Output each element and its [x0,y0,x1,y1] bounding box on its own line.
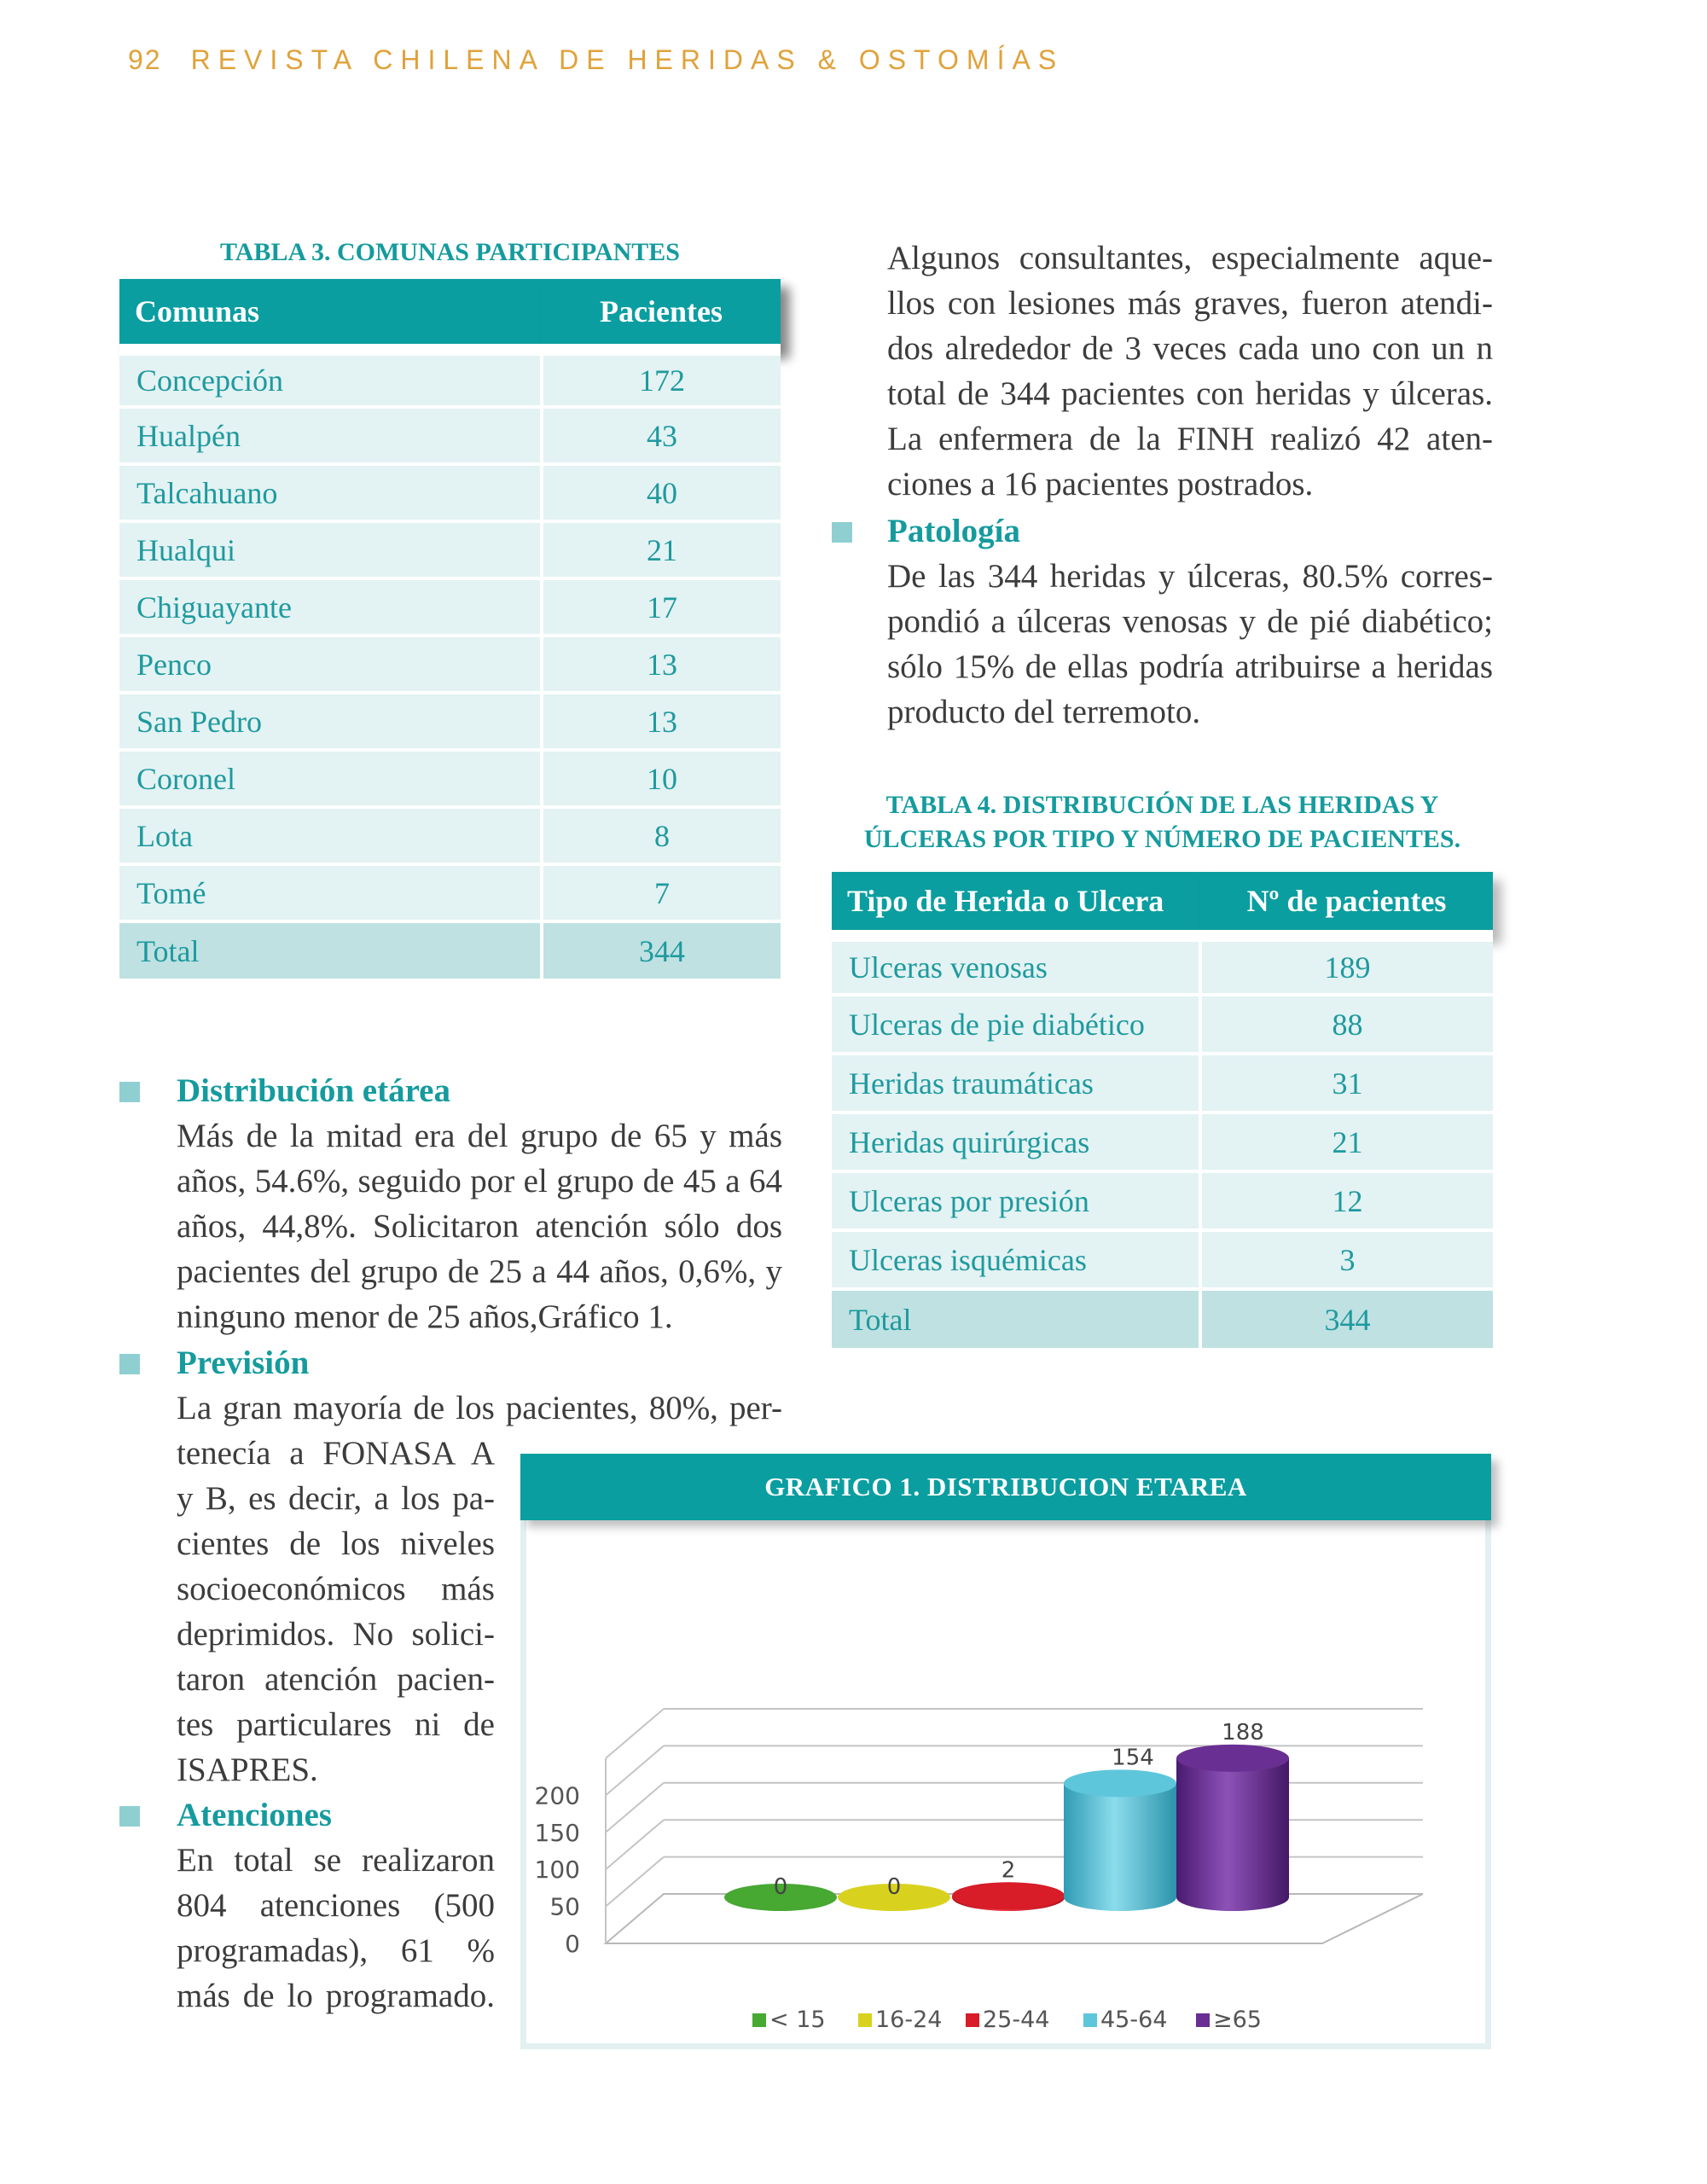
bullet-square-icon [119,1806,140,1827]
text-line: tenecía a FONASA A [177,1435,495,1472]
value-label: 2 [1001,1857,1016,1884]
patologia-paragraph [887,554,1493,735]
atenciones-paragraph [177,1838,495,2018]
tabla4-col-n: Nº de pacientes [1200,872,1493,936]
distribucion-paragraph [177,1113,782,1339]
chart-y-axis [535,1781,580,1958]
tabla3-cell-value: 10 [542,750,781,807]
bar-bottom [1064,1884,1176,1911]
tabla3-cell-label: Coronel [119,750,542,807]
tabla4-cell-value: 88 [1200,995,1493,1054]
text-line: En total se realizaron [177,1842,495,1879]
journal-title: REVISTA CHILENA DE HERIDAS & OSTOMÍAS [190,44,1065,75]
tabla3-cell-value: 21 [542,521,781,578]
tabla3-row [119,636,781,693]
y-tick-label: 50 [549,1892,580,1921]
text-line: ciones a 16 pacientes postrados. [887,466,1314,502]
tabla4-cell-value: 12 [1200,1171,1493,1230]
bullet-square-icon [832,522,852,543]
bar-top [1064,1769,1176,1797]
text-line: sólo 15% de ellas podría atribuirse a heridas [887,648,1493,685]
prevision-paragraph [177,1431,495,1792]
tabla3-row [119,521,781,578]
tabla4-row [832,995,1493,1054]
value-label: 188 [1222,1719,1264,1745]
text-line: producto del terremoto. [887,694,1201,730]
text-line: total de 344 pacientes con heridas y úlceras. [887,375,1493,412]
legend-label: 16-24 [875,2007,943,2033]
atenciones-title: Atenciones [177,1797,332,1833]
legend-swatch [1083,2013,1097,2027]
tabla3-row [119,407,781,464]
tabla4-row [832,936,1493,995]
tabla4 [832,872,1493,1348]
tabla3-cell-value: 8 [542,807,781,864]
text-line: tes particulares ni de [177,1706,495,1743]
legend-label: 25-44 [983,2007,1050,2033]
page-number: 92 [128,44,162,75]
tabla3-cell-label: Tomé [119,864,542,921]
value-label: 0 [886,1874,902,1900]
text-line: pondió a úlceras venosas y de pié diabético; [887,603,1493,640]
tabla3-row [119,750,781,807]
text-line: ninguno menor de 25 años,Gráfico 1. [177,1298,673,1335]
prevision-title: Previsión [177,1345,310,1381]
tabla3-cell-value: 40 [542,464,781,521]
legend-label: 45-64 [1100,2007,1168,2033]
tabla4-cell-value: 31 [1200,1054,1493,1112]
bar-body [1176,1758,1289,1897]
text-line: llos con lesiones más graves, fueron atendi- [887,285,1493,322]
legend-swatch [1196,2013,1210,2027]
text-line: más de lo programado. [177,1978,495,2014]
tabla4-row [832,1230,1493,1289]
chart-bars [724,1745,1289,1911]
tabla3-total-row [119,921,781,979]
bar-25-44 [952,1882,1065,1911]
tabla4-cell-label: Ulceras isquémicas [832,1230,1200,1289]
text-line: La enfermera de la FINH realizó 42 aten- [887,421,1493,457]
distribucion-title: Distribución etárea [177,1072,450,1109]
tabla4-row [832,1171,1493,1230]
tabla3-cell-label: San Pedro [119,693,542,750]
text-line: cientes de los niveles [177,1525,495,1562]
tabla4-total-value: 344 [1200,1289,1493,1348]
tabla3-cell-label: Chiguayante [119,578,542,636]
text-line: años, 54.6%, seguido por el grupo de 45 a 64 [177,1163,782,1199]
text-line: socioeconómicos más [177,1571,495,1607]
legend-label: < 15 [769,2007,826,2033]
tabla4-row [832,1054,1493,1112]
running-head [128,44,1064,76]
tabla4-row [832,1112,1493,1171]
text-line: Algunos consultantes, especialmente aque- [887,240,1493,276]
tabla3-col-comunas: Comunas [119,279,542,350]
gridline-side [606,1745,664,1795]
bullet-square-icon [119,1354,140,1374]
y-tick-label: 100 [534,1856,580,1885]
tabla3-total-label: Total [119,921,542,979]
tabla3-row [119,350,781,407]
patologia-title: Patología [887,513,1020,549]
tabla4-cell-label: Heridas quirúrgicas [832,1112,1200,1171]
text-line: y B, es decir, a los pa- [177,1480,495,1517]
tabla4-cell-label: Ulceras venosas [832,936,1200,995]
intro-paragraph [887,235,1493,507]
chart-legend [752,2007,1262,2033]
tabla3-row [119,693,781,750]
tabla3-cell-value: 13 [542,693,781,750]
tabla4-total-row [832,1289,1493,1348]
bar-45-64 [1064,1769,1176,1911]
tabla3-row [119,864,781,921]
text-line: Más de la mitad era del grupo de 65 y más [177,1118,782,1154]
tabla3-header-row [119,279,781,350]
tabla3-row [119,578,781,636]
gridline-side [606,1857,664,1907]
tabla4-total-label: Total [832,1289,1200,1348]
tabla3-cell-label: Talcahuano [119,464,542,521]
tabla3-cell-label: Concepción [119,350,542,407]
text-line: De las 344 heridas y úlceras, 80.5% corres- [887,558,1493,595]
gridline-side [606,1783,664,1833]
legend-swatch [752,2013,766,2027]
tabla3-cell-value: 13 [542,636,781,693]
text-line: 804 atenciones (500 [177,1887,495,1924]
tabla3-cell-value: 17 [542,578,781,636]
tabla3-cell-value: 172 [542,350,781,407]
tabla3-cell-label: Hualqui [119,521,542,578]
tabla4-cell-value: 3 [1200,1230,1493,1289]
tabla4-cell-label: Ulceras por presión [832,1171,1200,1230]
bar-top [952,1882,1065,1909]
legend-swatch [858,2013,872,2027]
tabla4-col-tipo: Tipo de Herida o Ulcera [832,872,1200,936]
prevision-line-full: La gran mayoría de los pacientes, 80%, per- [177,1390,782,1426]
text-line: dos alrededor de 3 veces cada uno con un n [887,330,1493,367]
text-line: programadas), 61 % [177,1932,495,1969]
age-distribution-chart [520,1520,1491,2049]
bar-body [1064,1783,1176,1897]
tabla3-caption: TABLA 3. COMUNAS PARTICIPANTES [219,238,680,266]
tabla3-row [119,464,781,521]
tabla4-caption [832,788,1493,857]
tabla4-cell-value: 21 [1200,1112,1493,1171]
value-label: 154 [1112,1745,1154,1771]
tabla3-row [119,807,781,864]
text-line: años, 44,8%. Solicitaron atención sólo dos [177,1208,782,1245]
tabla4-cell-label: Ulceras de pie diabético [832,995,1200,1054]
legend-swatch [966,2013,979,2027]
text-line: deprimidos. No solici- [177,1616,495,1653]
tabla3-cell-label: Hualpén [119,407,542,464]
tabla3-cell-label: Lota [119,807,542,864]
tabla4-header-row [832,872,1493,936]
y-tick-label: 200 [534,1781,580,1810]
bar-≥65 [1176,1745,1289,1911]
text-line: ISAPRES. [177,1751,318,1788]
legend-label: ≥65 [1213,2007,1262,2033]
tabla4-caption-line2: ÚLCERAS POR TIPO Y NÚMERO DE PACIENTES. [863,825,1461,853]
gridline-side [606,1709,664,1758]
tabla4-cell-value: 189 [1200,936,1493,995]
chart-title: GRAFICO 1. DISTRIBUCION ETAREA [520,1454,1491,1520]
text-line: pacientes del grupo de 25 a 44 años, 0,6%, y [177,1253,782,1290]
tabla3-total-value: 344 [542,921,781,979]
y-tick-label: 0 [565,1930,580,1958]
value-label: 0 [773,1874,788,1900]
bullet-square-icon [119,1082,140,1102]
tabla3-cell-label: Penco [119,636,542,693]
tabla3 [119,279,781,979]
tabla3-col-pacientes: Pacientes [542,279,781,350]
tabla4-cell-label: Heridas traumáticas [832,1054,1200,1112]
text-line: taron atención pacien- [177,1661,495,1698]
bar-top [1176,1745,1289,1772]
tabla4-caption-line1: TABLA 4. DISTRIBUCIÓN DE LAS HERIDAS Y [885,791,1439,819]
bar-bottom [1176,1884,1289,1911]
tabla3-cell-value: 43 [542,407,781,464]
tabla3-cell-value: 7 [542,864,781,921]
y-tick-label: 150 [534,1818,580,1847]
gridline-side [606,1820,664,1869]
